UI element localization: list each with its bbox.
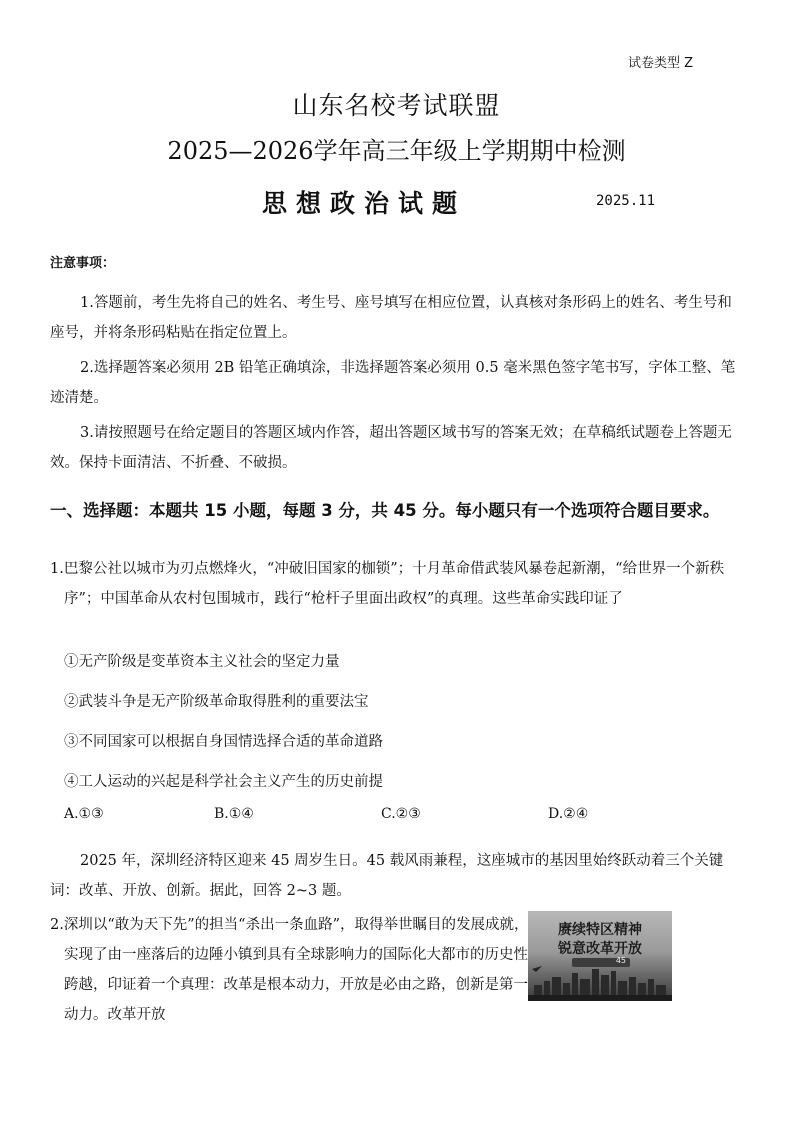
shenzhen-poster-image	[528, 911, 672, 1001]
material-passage: 2025 年，深圳经济特区迎来 45 周岁生日。45 载风雨兼程，这座城市的基因里始终跃动着三个关键词：改革、开放、创新。据此，回答 2~3 题。	[50, 853, 724, 899]
question-2-stem: 2.深圳以“敢为天下先”的担当“杀出一条血路”，取得举世瞩目的发展成就，实现了由一座落后的边陲小镇到具有全球影响力的国际化大都市的历史性跨越，印证着一个真理：改革是根本动力，开放是必由之路，创新是第一动力。改革开放	[50, 917, 529, 1023]
organization-title: 山东名校考试联盟	[292, 91, 501, 120]
term-title: 2025—2026学年高三年级上学期期中检测	[167, 137, 626, 165]
q1-choice-a: A.①③	[64, 806, 104, 822]
exam-date: 2025.11	[596, 193, 656, 209]
poster-title-line2: 锐意改革开放	[558, 941, 642, 957]
notice-item-2: 2.选择题答案必须用 2B 铅笔正确填涂，非选择题答案必须用 0.5 毫米黑色签字笔书写，字体工整、笔迹清楚。	[50, 360, 736, 406]
notice-item-1: 1.答题前，考生先将自己的姓名、考生号、座号填写在相应位置，认真核对条形码上的姓名、考生号和座号，并将条形码粘贴在指定位置上。	[50, 295, 732, 341]
notice-heading: 注意事项：	[50, 256, 116, 271]
q1-statement-4: ④工人运动的兴起是科学社会主义产生的历史前提	[64, 774, 383, 790]
q1-choice-c: C.②③	[381, 806, 421, 822]
q1-statement-3: ③不同国家可以根据自身国情选择合适的革命道路	[64, 734, 383, 750]
q1-choice-b: B.①④	[214, 806, 254, 822]
q1-statement-1: ①无产阶级是变革资本主义社会的坚定力量	[64, 654, 340, 670]
exam-type-label: 试卷类型 Z	[628, 56, 694, 71]
poster-title-line1: 赓续特区精神	[558, 922, 642, 938]
q1-choice-d: D.②④	[548, 806, 589, 822]
subject-title: 思想政治试题	[262, 189, 467, 218]
question-1-stem: 1.巴黎公社以城市为刃点燃烽火，“冲破旧国家的枷锁”；十月革命借武装风暴卷起新潮，“给世界一个新秩序”；中国革命从农村包围城市，践行“枪杆子里面出政权”的真理。这些革命实践印证了	[50, 561, 725, 607]
notice-item-3: 3.请按照题号在给定题目的答题区域内作答，超出答题区域书写的答案无效；在草稿纸试题卷上答题无效。保持卡面清洁、不折叠、不破损。	[50, 425, 732, 471]
poster-badge-number: 45	[615, 956, 626, 965]
city-skyline-graphic	[528, 911, 672, 1001]
q1-statement-2: ②武装斗争是无产阶级革命取得胜利的重要法宝	[64, 694, 369, 710]
section-heading: 一、选择题：本题共 15 小题，每题 3 分，共 45 分。每小题只有一个选项符合题目要求。	[50, 501, 720, 520]
